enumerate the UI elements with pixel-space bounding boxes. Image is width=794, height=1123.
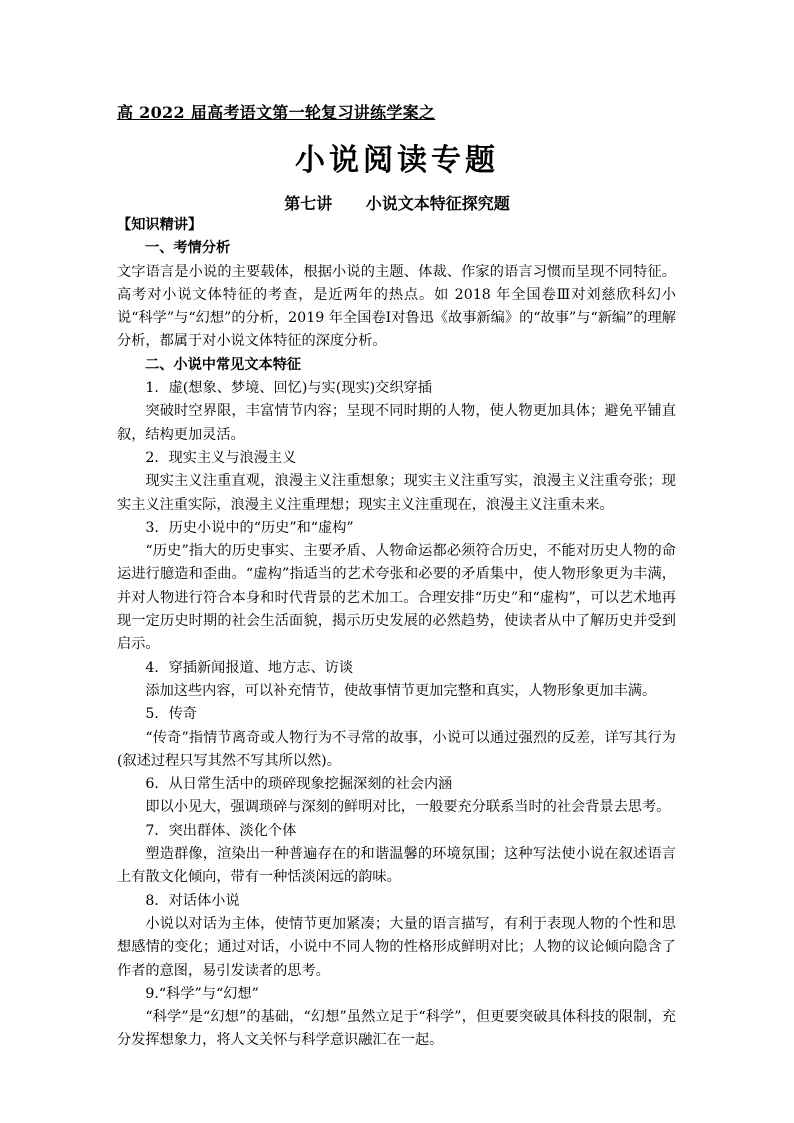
item-text: 突破时空界限，丰富情节内容；呈现不同时期的人物，使人物更加具体；避免平铺直叙，结构更加灵活。 <box>117 403 676 443</box>
item-title: 1．虚(想象、梦境、回忆)与实(现实)交织穿插 <box>145 380 432 397</box>
part1-text: 文字语言是小说的主要载体，根据小说的主题、体裁、作家的语言习惯而呈现不同特征。高考对小说文体特征的考查，是近两年的热点。如 2018 年全国卷Ⅲ对刘慈欣科幻小说“科学”与“幻想”的分析，2019 年全国卷Ⅰ对鲁迅《故事新编》的“故事”与“新编”的理解分析，都属于对小说文体特征的深度分析。 <box>117 263 676 350</box>
item-text: 添加这些内容，可以补充情节，使故事情节更加完整和真实，人物形象更加丰满。 <box>145 682 657 699</box>
item-title: 4．穿插新闻报道、地方志、访谈 <box>145 659 354 676</box>
item-title: 5．传奇 <box>145 706 197 723</box>
item-title: 2．现实主义与浪漫主义 <box>145 449 297 466</box>
item-text: “传奇”指情节离奇或人物行为不寻常的故事，小说可以通过强烈的反差，详写其行为(叙述过程只写其然不写其所以然)。 <box>117 729 676 769</box>
item-title: 9.“科学”与“幻想” <box>145 985 259 1002</box>
item-title: 8．对话体小说 <box>145 892 240 909</box>
item-text: 塑造群像，渲染出一种普遍存在的和谐温馨的环境氛围；这种写法使小说在叙述语言上有散文化倾向，带有一种恬淡闲远的韵味。 <box>117 846 676 886</box>
item-text: “历史”指大的历史事实、主要矛盾、人物命运都必须符合历史，不能对历史人物的命运进行臆造和歪曲。“虚构”指适当的艺术夸张和必要的矛盾集中，使人物形象更为丰满，并对人物进行符合本身和时代背景的艺术加工。合理安排“历史”和“虚构”，可以艺术地再现一定历史时期的社会生活面貌，揭示历史发展的必然趋势，使读者从中了解历史并受到启示。 <box>117 543 676 653</box>
part1-heading: 一、考情分析 <box>145 240 231 257</box>
part2-heading: 二、小说中常见文本特征 <box>145 356 302 373</box>
item-text: 即以小见大，强调琐碎与深刻的鲜明对比，一般要充分联系当时的社会背景去思考。 <box>145 799 671 816</box>
content-body <box>117 214 676 1053</box>
item-title: 6．从日常生活中的琐碎现象挖掘深刻的社会内涵 <box>145 776 453 793</box>
item-text: “科学”是“幻想”的基础，“幻想”虽然立足于“科学”，但更要突破具体科技的限制，充分发挥想象力，将人文关怀与科学意识融汇在一起。 <box>117 1009 676 1049</box>
item-text: 小说以对话为主体，使情节更加紧凑；大量的语言描写，有利于表现人物的个性和思想感情的变化；通过对话，小说中不同人物的性格形成鲜明对比；人物的议论倾向隐含了作者的意图，易引发读者的思考。 <box>117 915 676 979</box>
series-title: 高 2022 届高考语文第一轮复习讲练学案之 <box>117 103 436 122</box>
section-label: 【知识精讲】 <box>117 217 203 233</box>
page-title: 小说阅读专题 <box>295 143 499 178</box>
item-text: 现实主义注重直观，浪漫主义注重想象；现实主义注重写实，浪漫主义注重夸张；现实主义注重实际，浪漫主义注重理想；现实主义注重现在，浪漫主义注重未来。 <box>117 473 676 513</box>
lecture-title: 第七讲 小说文本特征探究题 <box>284 194 510 213</box>
item-title: 3．历史小说中的“历史”和“虚构” <box>145 519 354 536</box>
item-title: 7．突出群体、淡化个体 <box>145 822 297 839</box>
